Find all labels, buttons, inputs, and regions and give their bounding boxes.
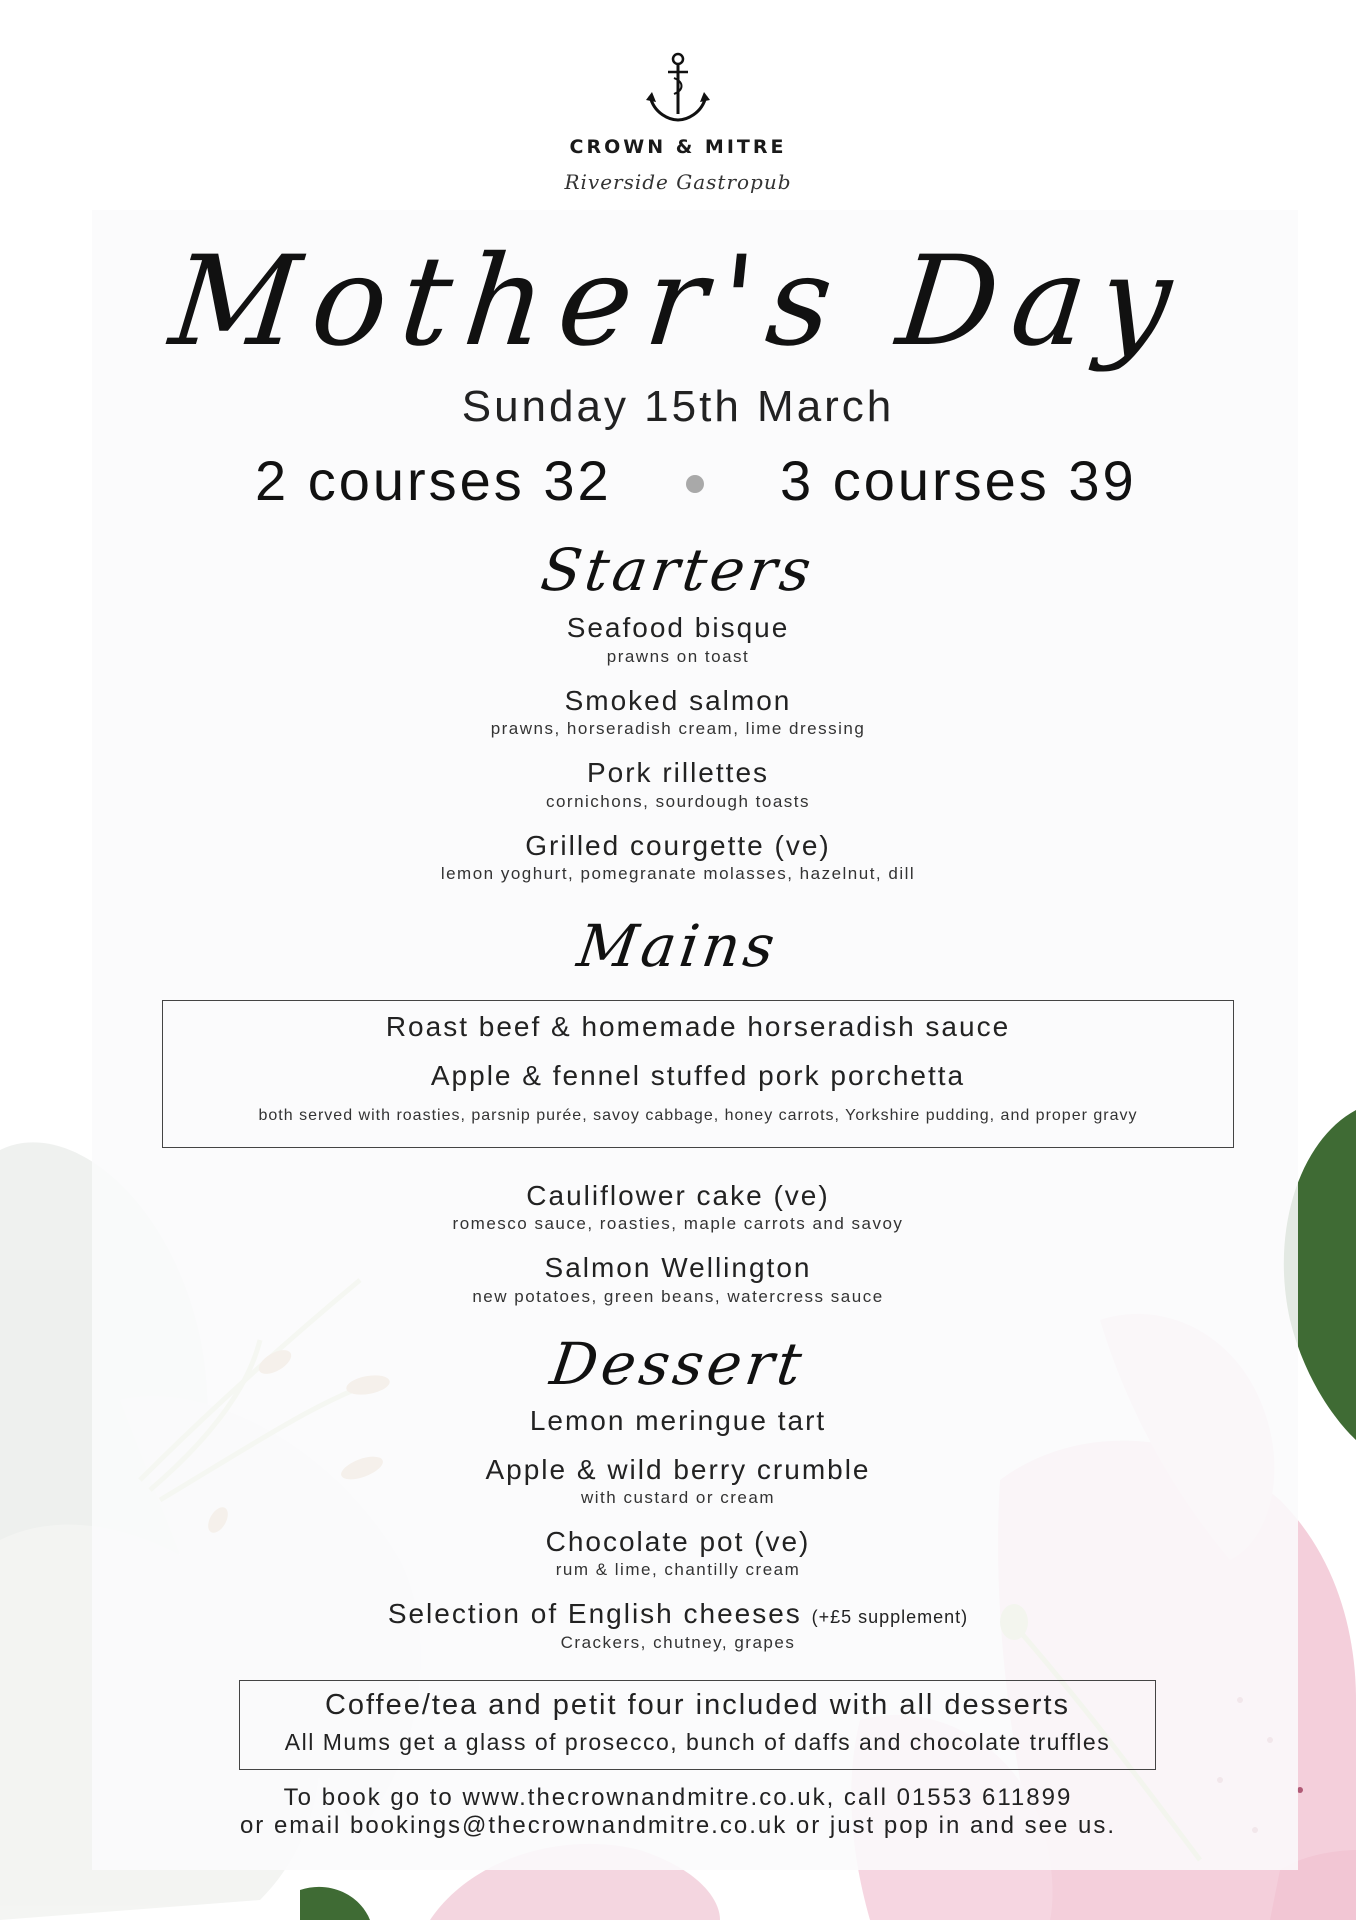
roast-beef-item: Roast beef & homemade horseradish sauce [385,1011,1011,1042]
dessert-name: Selection of English cheeses [387,1598,802,1629]
brand-name: CROWN & MITRE [569,136,787,158]
main-desc: new potatoes, green beans, watercress sauce [472,1287,884,1306]
included-extras-box [239,1680,1156,1770]
starter-desc: cornichons, sourdough toasts [545,792,811,811]
anchor-icon [646,52,710,124]
roast-box [162,1000,1234,1148]
main-name: Cauliflower cake (ve) [526,1180,830,1211]
booking-line-1: To book go to www.thecrownandmitre.co.uk, call 01553 611899 [283,1784,1073,1811]
starter-name: Seafood bisque [566,612,790,643]
mums-gift-note: All Mums get a glass of prosecco, bunch of daffs and chocolate truffles [284,1729,1111,1755]
coffee-note: Coffee/tea and petit four included with all desserts [324,1689,1071,1721]
starter-desc: prawns on toast [606,647,750,666]
price-row [0,448,1356,518]
dessert-name: Lemon meringue tart [529,1405,827,1436]
roast-sides-note: both served with roasties, parsnip purée, savoy cabbage, honey carrots, Yorkshire pudding, and proper gravy [258,1107,1138,1124]
starter-desc: lemon yoghurt, pomegranate molasses, hazelnut, dill [440,864,916,883]
dessert-name: Apple & wild berry crumble [485,1454,871,1485]
main-name: Salmon Wellington [544,1252,812,1283]
booking-line-2: or email bookings@thecrownandmitre.co.uk or just pop in and see us. [239,1812,1117,1839]
dessert-heading: Dessert [546,1330,810,1398]
starters-heading: Starters [536,536,820,604]
starter-name: Pork rillettes [586,757,770,788]
dessert-desc: rum & lime, chantilly cream [555,1560,801,1579]
main-desc: romesco sauce, roasties, maple carrots and savoy [452,1214,904,1233]
porchetta-item: Apple & fennel stuffed pork porchetta [430,1060,966,1091]
dessert-desc: Crackers, chutney, grapes [560,1633,796,1652]
two-course-price: 2 courses 32 [255,449,612,512]
starter-desc: prawns, horseradish cream, lime dressing [490,719,866,738]
starter-name: Smoked salmon [564,685,792,716]
page-title: Mother's Day [164,230,1192,374]
brand-tagline: Riverside Gastropub [564,170,792,194]
separator-dot [686,475,704,493]
starter-name: Grilled courgette (ve) [525,830,831,861]
three-course-price: 3 courses 39 [780,449,1137,512]
mains-heading: Mains [573,912,783,980]
supplement-note: (+£5 supplement) [811,1607,969,1627]
dessert-name: Chocolate pot (ve) [545,1526,811,1557]
dessert-desc: with custard or cream [581,1488,775,1507]
cheese-item [0,1598,1356,1630]
event-date: Sunday 15th March [461,382,895,431]
